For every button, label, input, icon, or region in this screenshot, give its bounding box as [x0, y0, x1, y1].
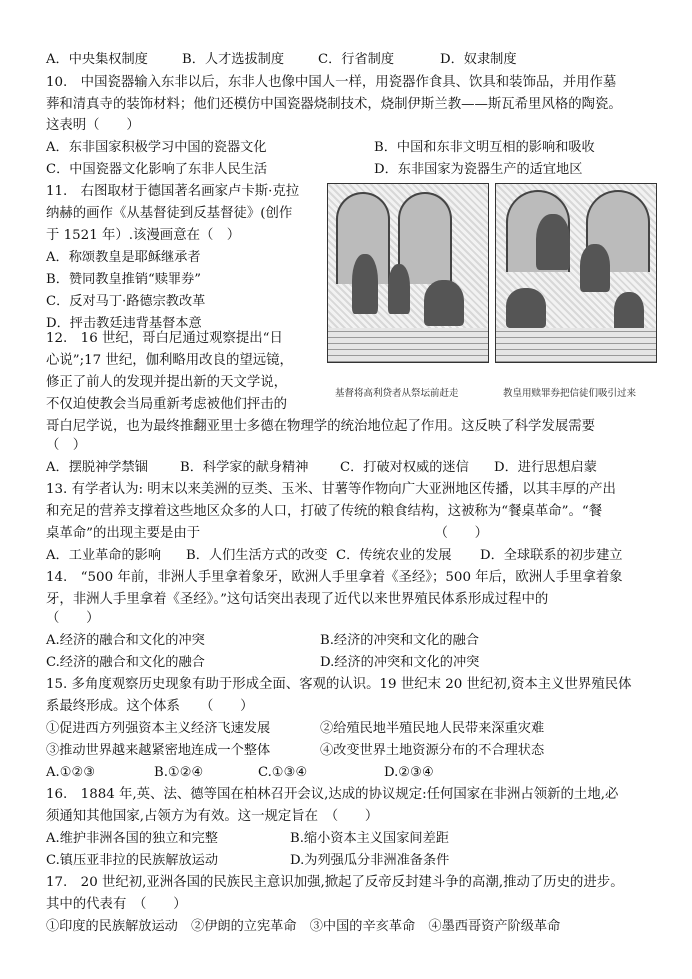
q10-option-b: B．中国和东非文明互相的影响和吸收	[374, 140, 595, 155]
q13-line-3: 桌革命”的出现主要是由于 （ ）	[46, 526, 489, 541]
q10-option-a: A．东非国家积极学习中国的瓷器文化	[46, 140, 267, 155]
q12-option-c: C．打破对权威的迷信	[340, 460, 469, 475]
q15-item-1: ①促进西方列强资本主义经济飞速发展	[46, 721, 271, 736]
q12-line-3: 修正了前人的发现并提出新的天文学说，	[46, 375, 288, 390]
q14-option-d: D.经济的冲突和文化的冲突	[320, 655, 480, 670]
q13-line-2: 和充足的营养支撑着这些地区众多的人口，打破了传统的粮食结构，这被称为“餐桌革命”。“餐	[46, 504, 603, 519]
q13-option-d: D．全球联系的初步建立	[480, 548, 623, 563]
q11-option-c: C．反对马丁·路德宗教改革	[46, 294, 206, 309]
q15-option-b: B.①②④	[154, 765, 204, 780]
q16-option-c: C.镇压亚非拉的民族解放运动	[46, 853, 219, 868]
q13-option-b: B．人们生活方式的改变	[186, 548, 328, 563]
q13-line-1: 13. 有学者认为: 明末以来美洲的豆类、玉米、甘薯等作物向广大亚洲地区传播，以其丰厚的产出	[46, 482, 616, 497]
q15-item-3: ③推动世界越来越紧密地连成一个整体	[46, 743, 271, 758]
q10-option-d: D．东非国家为瓷器生产的适宜地区	[374, 162, 583, 177]
q11-option-b: B．赞同教皇推销“赎罪券”	[46, 272, 202, 287]
q9-option-a: A．中央集权制度	[46, 52, 148, 67]
q12-line-4: 不仅迫使教会当局重新考虑被他们抨击的	[46, 397, 288, 412]
woodcut-right-panel	[495, 183, 657, 363]
q15-item-4: ④改变世界土地资源分布的不合理状态	[320, 743, 545, 758]
q11-line-3: 于 1521 年）.该漫画意在（ ）	[46, 228, 241, 243]
q16-line-1: 16. 1884 年,英、法、德等国在柏林召开会议,达成的协议规定:任何国家在非洲占领新的土地,必	[46, 787, 619, 802]
q12-line-6: （ ）	[46, 438, 87, 453]
figure-caption-right: 教皇用赎罪券把信徒们吸引过来	[503, 388, 637, 399]
q14-option-a: A.经济的融合和文化的冲突	[46, 633, 205, 648]
q9-option-b: B．人才选拔制度	[182, 52, 285, 67]
q11-option-a: A．称颂教皇是耶稣继承者	[46, 250, 201, 265]
q15-option-c: C.①③④	[258, 765, 308, 780]
q14-line-1: 14. “500 年前，非洲人手里拿着象牙，欧洲人手里拿着《圣经》；500 年后，欧洲人手里拿着象	[46, 570, 623, 585]
q11-line-2: 纳赫的画作《从基督徒到反基督徒》(创作	[46, 206, 293, 221]
q14-line-2: 牙，非洲人手里拿着《圣经》。”这句话突出表现了近代以来世界殖民体系形成过程中的	[46, 592, 549, 607]
q12-line-2: 心说”;17 世纪，伽利略用改良的望远镜，	[46, 353, 293, 368]
q10-option-c: C．中国瓷器文化影响了东非人民生活	[46, 162, 268, 177]
q15-line-1: 15. 多角度观察历史现象有助于形成全面、客观的认识。19 世纪末 20 世纪初,资本主义世界殖民体	[46, 677, 632, 692]
q10-line-1: 10. 中国瓷器输入东非以后，东非人也像中国人一样，用瓷器作食具、饮具和装饰品，并用作墓	[46, 75, 617, 90]
q13-option-c: C．传统农业的发展	[336, 548, 452, 563]
q9-option-d: D．奴隶制度	[440, 52, 517, 67]
q14-option-c: C.经济的融合和文化的融合	[46, 655, 205, 670]
woodcut-figure	[327, 183, 667, 405]
q10-line-3: 这表明（ ）	[46, 118, 140, 133]
q16-option-d: D.为列强瓜分非洲准备条件	[290, 853, 450, 868]
q14-option-b: B.经济的冲突和文化的融合	[320, 633, 479, 648]
q15-item-2: ②给殖民地半殖民地人民带来深重灾难	[320, 721, 545, 736]
q16-line-2: 须通知其他国家,占领方为有效。这一规定旨在 （ ）	[46, 809, 379, 824]
q15-option-d: D.②③④	[384, 765, 434, 780]
q10-line-2: 葬和清真寺的装饰材料；他们还模仿中国瓷器烧制技术，烧制伊斯兰教——斯瓦希里风格的陶瓷。	[46, 97, 622, 112]
q12-line-1: 12. 16 世纪，哥白尼通过观察提出“日	[46, 331, 283, 346]
q9-option-c: C．行省制度	[318, 52, 395, 67]
q12-line-5: 哥白尼学说，也为最终推翻亚里士多德在物理学的统治地位起了作用。这反映了科学发展需要	[46, 419, 596, 434]
q13-option-a: A．工业革命的影响	[46, 548, 162, 563]
q12-option-b: B．科学家的献身精神	[180, 460, 309, 475]
q11-line-1: 11. 右图取材于德国著名画家卢卡斯·克拉	[46, 184, 300, 199]
q12-option-d: D．进行思想启蒙	[494, 460, 597, 475]
q11-option-d: D．抨击教廷违背基督本意	[46, 316, 202, 331]
q17-items: ①印度的民族解放运动 ②伊朗的立宪革命 ③中国的辛亥革命 ④墨西哥资产阶级革命	[46, 919, 561, 934]
q16-option-a: A.维护非洲各国的独立和完整	[46, 831, 218, 846]
q15-line-2: 系最终形成。这个体系 （ ）	[46, 699, 254, 714]
q16-option-b: B.缩小资本主义国家间差距	[290, 831, 449, 846]
q14-line-3: （ ）	[46, 611, 100, 626]
woodcut-left-panel	[327, 183, 489, 363]
q17-line-2: 其中的代表有 （ ）	[46, 897, 187, 912]
q12-option-a: A．摆脱神学禁锢	[46, 460, 148, 475]
q15-option-a: A.①②③	[46, 765, 96, 780]
q17-line-1: 17. 20 世纪初,亚洲各国的民族民主意识加强,掀起了反帝反封建斗争的高潮,推动了历史的进步。	[46, 875, 624, 890]
figure-caption-left: 基督将高利贷者从祭坛前赶走	[335, 388, 459, 399]
